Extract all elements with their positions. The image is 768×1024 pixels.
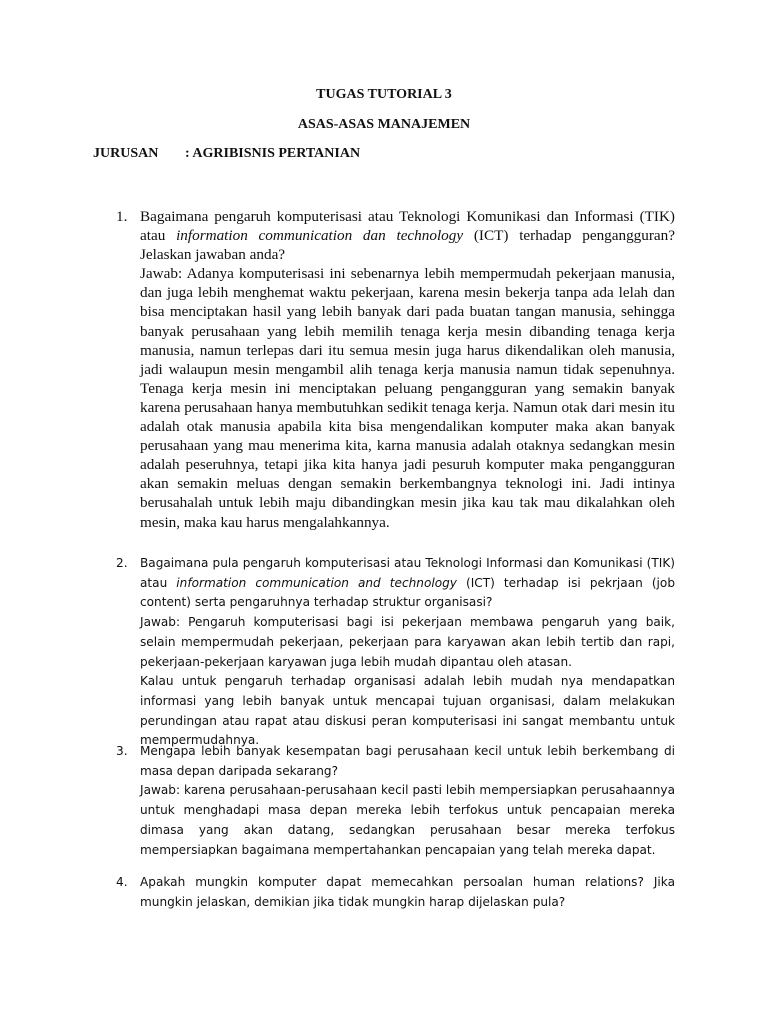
- question-item: [116, 873, 675, 912]
- question-number: 4.: [116, 875, 128, 889]
- question-italic-term: information communication and technology: [176, 575, 457, 590]
- question-item: [116, 742, 675, 860]
- question-text-part: Bagaimana pengaruh komputerisasi atau Teknologi Komunikasi dan Informasi (TIK) atau: [140, 208, 675, 245]
- jurusan-line: [93, 146, 360, 162]
- jurusan-value: : AGRIBISNIS PERTANIAN: [185, 146, 361, 161]
- question-text: Apakah mungkin komputer dapat memecahkan persoalan human relations? Jika mungkin jelaskan, demikian jika tidak mungkin harap dijelaskan pula?: [140, 875, 675, 909]
- question-item: [116, 554, 675, 751]
- answer-text: Jawab: Pengaruh komputerisasi bagi isi pekerjaan membawa pengaruh yang baik, selain mempermudah pekerjaan, pekerjaan para karyawan akan lebih tertib dan rapi, pekerjaan-pekerjaan karyawan juga lebih mudah dipantau oleh atasan.: [140, 615, 675, 669]
- question-item: [116, 207, 675, 532]
- question-number: 3.: [116, 744, 128, 758]
- question-text: [140, 554, 675, 613]
- question-number: 1.: [116, 208, 128, 225]
- question-text: Mengapa lebih banyak kesempatan bagi perusahaan kecil untuk lebih berkembang di masa depan daripada sekarang?: [140, 744, 675, 778]
- question-number: 2.: [116, 556, 128, 570]
- jurusan-label: JURUSAN: [93, 146, 159, 161]
- answer-text: Kalau untuk pengaruh terhadap organisasi adalah lebih mudah nya mendapatkan informasi yang lebih banyak untuk mencapai tujuan organisasi, dalam melakukan perundingan atau rapat atau diskusi peran komputerisasi ini sangat membantu untuk mempermudahnya.: [140, 674, 675, 748]
- question-italic-term: information communication dan technology: [176, 227, 464, 245]
- question-text-part: Bagaimana pula pengaruh komputerisasi atau Teknologi Informasi dan Komunikasi (TIK) atau: [140, 556, 675, 590]
- question-text: [140, 207, 675, 264]
- document-subtitle: ASAS-ASAS MANAJEMEN: [297, 117, 471, 132]
- question-text-part: (ICT) terhadap isi pekrjaan (job content) serta pengaruhnya terhadap struktur organisasi?: [140, 575, 675, 610]
- answer-text: Jawab: karena perusahaan-perusahaan kecil pasti lebih mempersiapkan perusahaannya untuk menghadapi masa depan mereka lebih terfokus untuk pencapaian mereka dimasa yang akan datang, sedangkan perusahaan besar mereka terfokus mempersiapkan bagaimana mempertahankan pencapaian yang telah mereka dapat.: [140, 783, 675, 857]
- document-title: TUGAS TUTORIAL 3: [316, 87, 452, 102]
- question-text-part: (ICT) terhadap pengangguran? Jelaskan jawaban anda?: [140, 227, 676, 264]
- answer-text: Jawab: Adanya komputerisasi ini sebenarnya lebih mempermudah pekerjaan manusia, dan juga lebih menghemat waktu pekerjaan, karena mesin bekerja tanpa ada lelah dan bisa menciptakan hasil yang lebih banyak dari pada buatan tangan manusia, sehingga banyak perusahaan yang lebih memilih tenaga kerja mesin dibanding tenaga kerja manusia, namun terlepas dari itu semua mesin juga harus dikendalikan oleh manusia, jadi walaupun mesin mengambil alih tenaga kerja manusia namun tidak sepenuhnya. Tenaga kerja mesin ini menciptakan peluang pengangguran yang semakin banyak karena perusahaan hanya membutuhkan sedikit tenaga kerja. Namun otak dari mesin itu adalah otak manusia apabila kita bisa mengendalikan komputer maka akan banyak perusahaan yang mau menerima kita, karna manusia adalah otaknya sedangkan mesin adalah peseruhnya, tetapi jika kita hanya jadi pesuruh komputer maka pengangguran akan semakin meluas dengan semakin berkembangnya teknologi ini. Jadi intinya berusahalah untuk lebih maju dibandingkan mesin jika kau tak mau dikalahkan oleh mesin, maka kau harus mengalahkannya.: [140, 265, 675, 531]
